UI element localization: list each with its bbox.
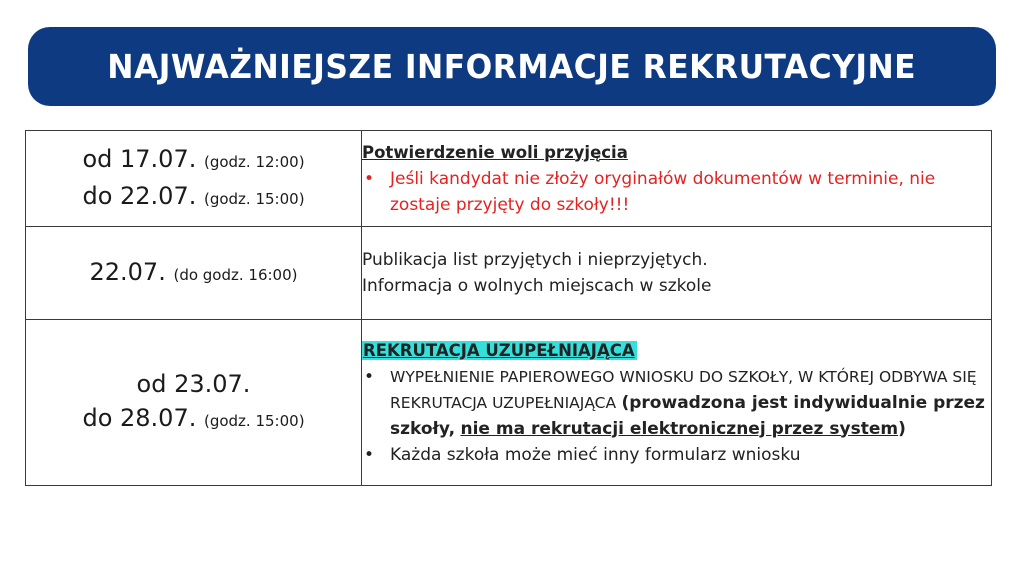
bullet-icon: • xyxy=(364,444,375,465)
list-item-text: Każda szkoła może mieć inny formularz wniosku xyxy=(390,444,801,465)
date-note: (godz. 12:00) xyxy=(203,152,305,171)
bullet-list xyxy=(362,364,991,468)
date-line xyxy=(26,142,361,179)
date-main: 22.07. xyxy=(89,257,166,286)
date-main: do 28.07. xyxy=(82,404,197,432)
date-cell xyxy=(26,320,362,486)
date-line xyxy=(26,255,361,292)
date-line xyxy=(26,367,361,401)
date-cell xyxy=(26,227,362,320)
date-main: do 22.07. xyxy=(82,181,197,210)
table-row xyxy=(26,320,992,486)
title-banner xyxy=(28,27,996,106)
text-line: Informacja o wolnych miejscach w szkole xyxy=(362,276,712,296)
list-item-bold-underlined: nie ma rekrutacji elektronicznej przez system xyxy=(460,418,899,439)
bullet-icon: • xyxy=(364,366,375,387)
date-note: (godz. 15:00) xyxy=(203,189,305,208)
date-note: (godz. 15:00) xyxy=(203,412,305,430)
page-title: NAJWAŻNIEJSZE INFORMACJE REKRUTACYJNE xyxy=(107,47,917,86)
date-line xyxy=(26,179,361,216)
description-cell xyxy=(362,227,992,320)
list-item xyxy=(362,364,991,442)
description-cell xyxy=(362,131,992,227)
list-item xyxy=(362,442,991,468)
list-item-bold-end: ) xyxy=(898,418,906,439)
list-item-text: Jeśli kandydat nie złoży oryginałów dokumentów w terminie, nie zostaje przyjęty do szkoły!!! xyxy=(390,168,936,215)
bullet-list xyxy=(362,166,991,218)
section-heading: Potwierdzenie woli przyjęcia xyxy=(362,142,628,162)
table-row xyxy=(26,131,992,227)
description-cell xyxy=(362,320,992,486)
date-note: (do godz. 16:00) xyxy=(173,265,298,284)
section-heading: REKRUTACJA UZUPEŁNIAJĄCA xyxy=(363,340,635,360)
list-item-bold: (prowadzona jest indywidualnie przez szkoły, xyxy=(390,392,985,439)
date-line xyxy=(26,401,361,438)
bullet-icon: • xyxy=(364,168,375,189)
text-line: Publikacja list przyjętych i nieprzyjętych. xyxy=(362,250,708,270)
date-main: od 17.07. xyxy=(82,144,197,173)
info-table xyxy=(25,130,992,486)
section-heading-wrap xyxy=(362,338,991,364)
table-row xyxy=(26,227,992,320)
list-item xyxy=(362,166,991,218)
date-cell xyxy=(26,131,362,227)
date-main: od 23.07. xyxy=(136,370,251,398)
list-item-caps: WYPEŁNIENIE PAPIEROWEGO WNIOSKU DO SZKOŁY, W KTÓREJ ODBYWA SIĘ REKRUTACJA UZUPEŁNIAJĄCA xyxy=(390,367,977,412)
